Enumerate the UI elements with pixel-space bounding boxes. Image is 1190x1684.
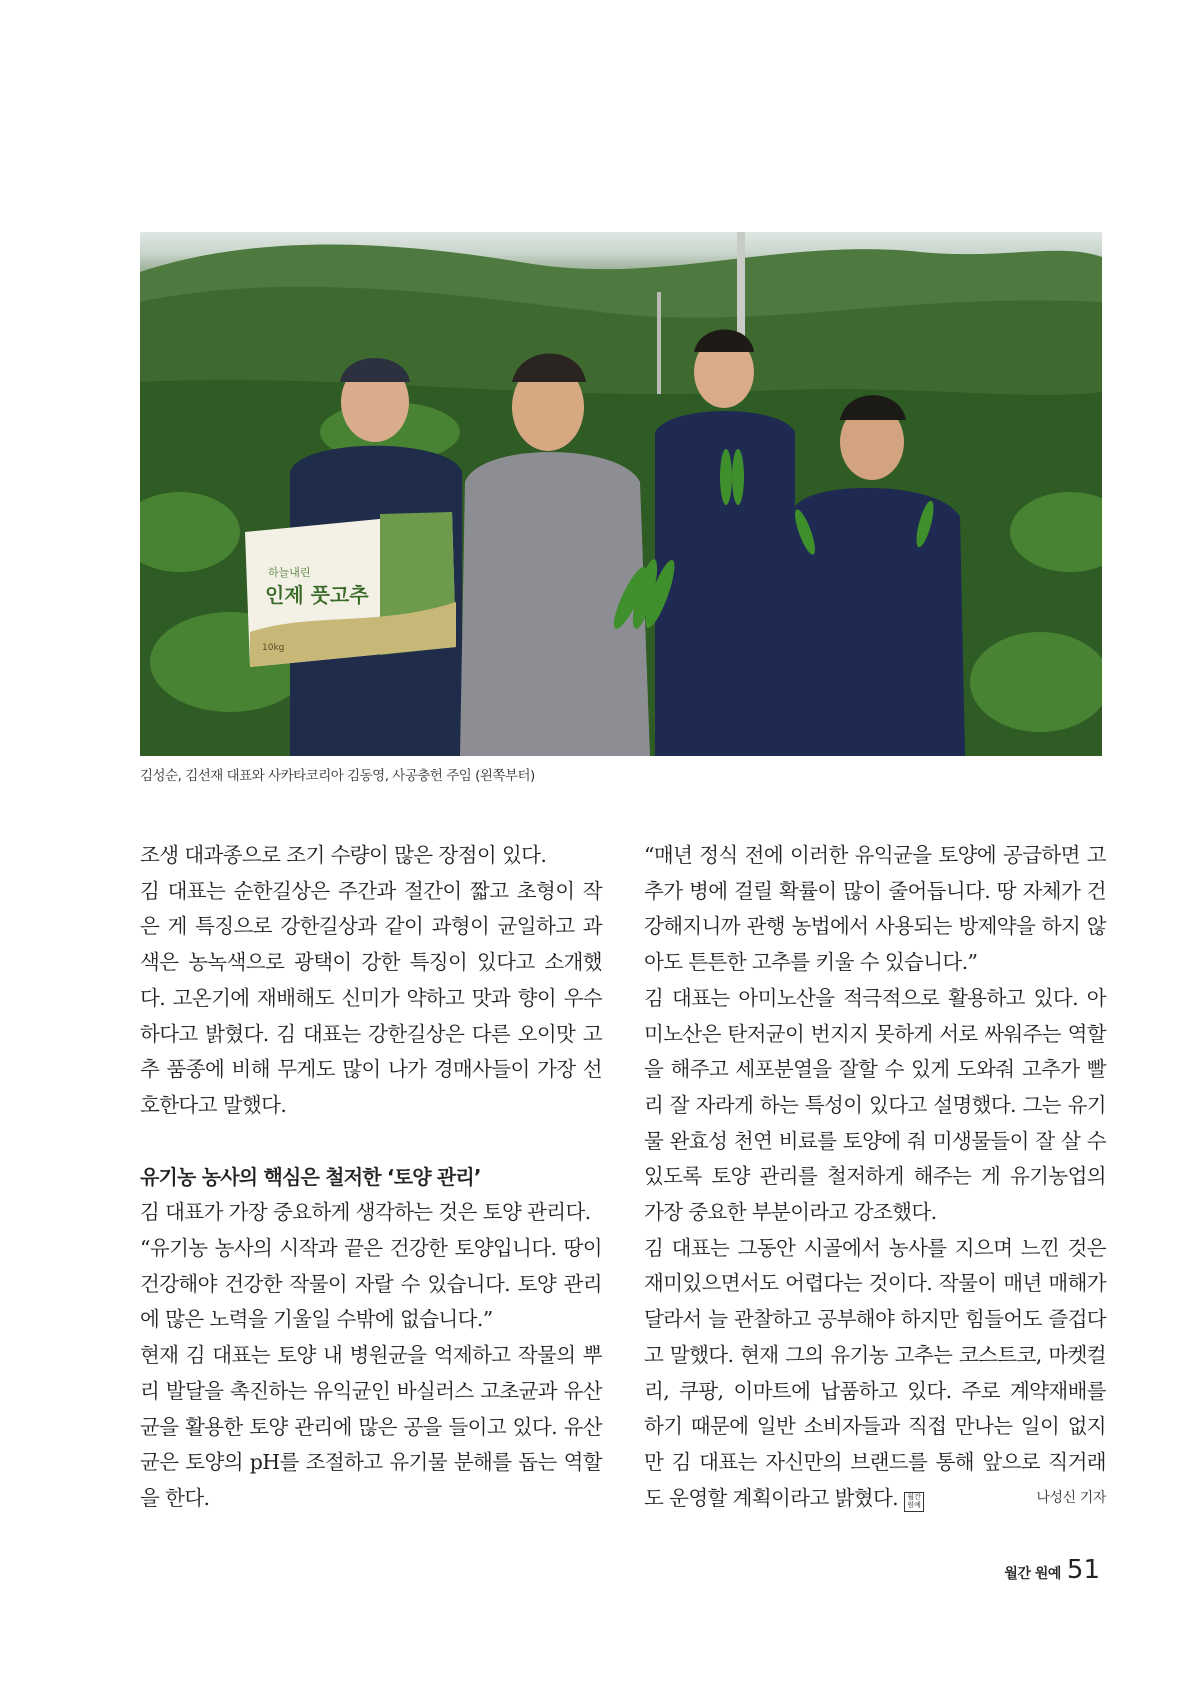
section-heading: 유기농 농사의 핵심은 철저한 ‘토양 관리’ bbox=[140, 1164, 481, 1189]
quote-paragraph: “유기농 농사의 시작과 끝은 건강한 토양입니다. 땅이 건강해야 건강한 작물이 자랄 수 있습니다. 토양 관리에 많은 노력을 기울일 수밖에 없습니다.” bbox=[140, 1236, 602, 1332]
end-mark-icon: 월간 원예 bbox=[904, 1492, 924, 1512]
reporter-byline: 나성신 기자 bbox=[1036, 1489, 1106, 1506]
farmers-photo-illustration bbox=[140, 232, 1102, 756]
final-paragraph-text: 김 대표는 그동안 시골에서 농사를 지으며 느낀 것은 재미있으면서도 어렵다는 것이다. 작물이 매년 매해가 달라서 늘 관찰하고 공부해야 하지만 힘들어도 즐겁다고 말했다. 현재 그의 유기농 고추는 코스트코, 마켓컬리, 쿠팡, 이마트에 납품하고 있다. 주로 계약재배를 하기 때문에 일반 소비자들과 직접 만나는 일이 없지만 김 대표는 자신만의 브랜드를 통해 앞으로 직거래도 운영할 계획이라고 밝혔다. bbox=[644, 1235, 1106, 1510]
paragraph: 김 대표는 순한길상은 주간과 절간이 짧고 초형이 작은 게 특징으로 강한길상과 같이 과형이 균일하고 과색은 농녹색으로 광택이 강한 특징이 있다고 소개했다. 고온기에 재배해도 신미가 약하고 맛과 향이 우수하다고 밝혔다. 김 대표는 강한길상은 다른 오이맛 고추 품종에 비해 무게도 많이 나가 경매사들이 가장 선호한다고 말했다. bbox=[140, 878, 602, 1117]
box-product-text: 인제 풋고추 bbox=[265, 583, 369, 607]
paragraph bbox=[644, 1231, 1106, 1517]
left-column bbox=[140, 838, 602, 1517]
box-weight-text: 10kg bbox=[262, 643, 285, 653]
paragraph: 조생 대과종으로 조기 수량이 많은 장점이 있다. bbox=[140, 843, 547, 867]
pepper-box bbox=[245, 512, 456, 667]
article-photo bbox=[140, 232, 1102, 756]
quote-paragraph: “매년 정식 전에 이러한 유익균을 토양에 공급하면 고추가 병에 걸릴 확률이 많이 줄어듭니다. 땅 자체가 건강해지니까 관행 농법에서 사용되는 방제약을 하지 않아도 튼튼한 고추를 키울 수 있습니다.” bbox=[644, 843, 1106, 975]
box-brand-text: 하늘내린 bbox=[268, 566, 311, 579]
paragraph: 김 대표가 가장 중요하게 생각하는 것은 토양 관리다. bbox=[140, 1200, 591, 1225]
page-number: 51 bbox=[1066, 1555, 1100, 1585]
paragraph: 김 대표는 아미노산을 적극적으로 활용하고 있다. 아미노산은 탄저균이 번지지 못하게 서로 싸워주는 역할을 해주고 세포분열을 잘할 수 있게 도와줘 고추가 빨리 잘 자라게 하는 특성이 있다고 설명했다. 그는 유기물 완효성 천연 비료를 토양에 줘 미생물들이 잘 살 수 있도록 토양 관리를 철저하게 해주는 게 유기농업의 가장 중요한 부분이라고 강조했다. bbox=[644, 985, 1106, 1225]
photo-caption: 김성순, 김선재 대표와 사카타코리아 김동영, 사공충헌 주임 (왼쪽부터) bbox=[140, 768, 535, 784]
magazine-name: 월간 원예 bbox=[1004, 1566, 1061, 1582]
page-footer bbox=[1004, 1555, 1100, 1585]
right-column bbox=[644, 838, 1106, 1516]
paragraph: 현재 김 대표는 토양 내 병원균을 억제하고 작물의 뿌리 발달을 촉진하는 유익균인 바실러스 고초균과 유산균을 활용한 토양 관리에 많은 공을 들이고 있다. 유산균은 토양의 pH를 조절하고 유기물 분해를 돕는 역할을 한다. bbox=[140, 1343, 602, 1510]
